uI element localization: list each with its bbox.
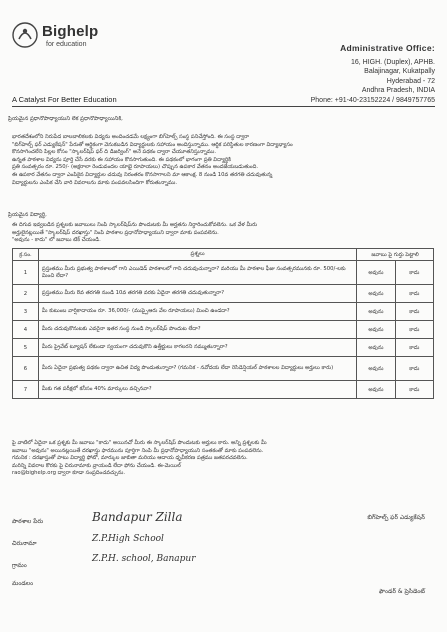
bighelp-logo-icon [12,22,38,48]
row-question: మీరు చదువుకొనుటకు ఎవరైనా ఇతర సంస్థ నుండి స్కాలర్‌షిప్ పొందుట లేదా? [38,321,356,339]
intro-line: ఉన్నత పాఠశాల విద్యను పూర్తి చేసే వరకు ఈ సహాయం కొనసాగుతుంది. ఈ పథకంలో భాగంగా ప్రతి విద్యార్థికి [12,156,231,163]
closing-line: rao@bighelp.org ద్వారా కూడా సంప్రదించవచ్చును. [12,470,126,477]
instructions-paragraph [12,222,437,245]
answer-yes[interactable]: అవును [357,303,395,321]
answer-no[interactable]: కాదు [395,261,433,285]
mandal-field [12,580,33,588]
instruction-line: అర్హులైనట్లయితే "స్కాలర్‌షిప్ దరఖాస్తు" నింపి పాఠశాల ప్రధానోపాధ్యాయుని ద్వారా మాకు పంపవలెను. [12,229,219,236]
intro-line: కొనసాగించలేని పిల్లల కోసం "స్కాలర్‌షిప్ ఫర్ ది డిజర్వింగ్" అనే పథకం ద్వారా చేయూతనిస్తున్నాము. [12,149,217,156]
answer-yes[interactable]: అవును [357,261,395,285]
answer-no[interactable]: కాదు [395,303,433,321]
answer-no[interactable]: కాదు [395,339,433,357]
office-line: 16, HIGH. (Duplex), APHB. [350,58,435,66]
answer-no[interactable]: కాదు [395,285,433,303]
field-label: మండలం [12,580,34,587]
office-line: Hyderabad - 72 [386,77,435,85]
header-divider [12,106,435,107]
answer-no[interactable]: కాదు [395,321,433,339]
row-number: 6 [13,357,39,381]
office-address [255,44,435,105]
answer-yes[interactable]: అవును [357,285,395,303]
field-label: పాఠశాల పేరు [12,518,44,525]
table-row [13,261,434,285]
signature-org: బిగ్‌హెల్ప్ ఫర్ ఎడ్యుకేషన్ [367,514,425,521]
closing-paragraph [12,440,437,478]
handwritten-address[interactable]: Z.P.High School [92,534,164,544]
field-label: చిరునామా [12,540,37,547]
brand-tag: for education [46,41,87,48]
brand-name: Bighelp [42,23,99,40]
intro-line: విద్యార్థులను ఎంపిక చేసి వారి వివరాలను మాకు పంపవలసిందిగా కోరుతున్నాము. [12,179,178,186]
col-header-answer: జవాబు పై గుర్తు పెట్టాలి [357,249,434,261]
col-header-serial: క్ర.సం. [13,249,39,261]
row-number: 5 [13,339,39,357]
closing-line: పై వాటిలో ఏదైనా ఒక ప్రశ్నకు మీ జవాబు "కాదు" అయినచో మీరు ఈ స్కాలర్‌షిప్ పొందుటకు అర్హులు కారు. అన్ని ప్రశ్నలకు మీ [12,440,267,446]
office-line: Andhra Pradesh, INDIA [361,87,435,94]
handwritten-village[interactable]: Z.P.H. school, Banapur [92,554,196,564]
field-label: గ్రామం [12,562,27,569]
salutation: ప్రియమైన ప్రధానోపాధ్యాయుని లేక ప్రధానోపాధ్యాయినికి, [8,116,123,122]
intro-paragraph [12,134,437,187]
row-number: 3 [13,303,39,321]
village-field [12,562,27,570]
answer-no[interactable]: కాదు [395,381,433,399]
row-number: 7 [13,381,39,399]
row-question: మీ కుటుంబ వార్షికాదాయం రూ. 36,000/- (ముప్పైఆరు వేల రూపాయలు) మించి ఉండదా? [38,303,356,321]
row-question: మీకు గత పరీక్షలో కనీసం 40% మార్కులు వచ్చినవా? [38,381,356,399]
office-title: Administrative Office: [340,43,435,53]
answer-yes[interactable]: అవును [357,381,395,399]
answer-yes[interactable]: అవును [357,339,395,357]
office-line: Balajinagar, Kukatpally [364,68,435,75]
instruction-line: "అవును - కాదు" లో జవాబు టిక్ చేయండి. [12,237,101,244]
office-phone: Phone: +91-40-23152224 / 9849757765 [310,96,435,104]
instruction-line: ఈ దిగువ ఇవ్వబడిన ప్రశ్నలకు జవాబులు నింపి స్కాలర్‌షిప్‌ను పొందుటకు మీ అర్హతను నిర్ధారించుకోవలెను. ఒక వేళ మీరు [12,222,258,228]
table-header-row [13,249,434,261]
intro-line: ఈ ఉపకార వేతనం ద్వారా ఎంపికైన విద్యార్థుల చదువు నిరంతరం కొనసాగాలని మా ఆకాంక్ష. 8 నుండి 10వ తరగతి చదువుతున్న [12,171,273,178]
closing-line: మరిన్ని వివరాల కొరకు పై చిరునామాకు వ్రాయండి లేదా ఫోను చేయండి. ఈ-మెయిల్ [12,462,181,469]
table-row [13,381,434,399]
row-question: మీరు ప్రైవేట్ ట్యూషన్ లేకుండా స్వయంగా చదువుకొని ఉత్తీర్ణులు కాగలరని నమ్ముతున్నారా? [38,339,356,357]
intro-line: "బిగ్‌హెల్ప్ ఫర్ ఎడ్యుకేషన్" పేరుతో ఆర్థికంగా వెనుకబడిన విద్యార్థులకు సహాయం అందిస్తున్నాము. ఆర్థిక పరిస్థితుల కారణంగా విద్యాభ్యాసం [12,141,293,148]
row-question: ప్రస్తుతము మీరు 8వ తరగతి నుండి 10వ తరగతి వరకు ఏదైనా తరగతి చదువుతున్నారా? [38,285,356,303]
dear-student: ప్రియమైన విద్యార్థి, [8,212,47,218]
closing-line: జవాబు "అవును" అయినట్లయితే దరఖాస్తు ఫారమును పూర్తిగా నింపి మీ ప్రధానోపాధ్యాయుని సంతకంతో మాకు పంపవలెను. [12,447,264,454]
handwritten-school-name[interactable]: Bandapur Zilla [92,510,183,524]
row-number: 4 [13,321,39,339]
table-row [13,285,434,303]
intro-line: భారతదేశంలోని నిరుపేద బాలబాలికలకు విద్యను అందించడమే లక్ష్యంగా బిగ్‌హెల్ప్ సంస్థ పనిచేస్తోంది. ఈ సంస్థ ద్వారా [12,134,250,140]
row-number: 2 [13,285,39,303]
school-name-field [12,518,43,526]
answer-no[interactable]: కాదు [395,357,433,381]
answer-yes[interactable]: అవును [357,357,395,381]
table-row [13,303,434,321]
signature-role: ఫౌండర్ & ప్రెసిడెంట్ [378,588,425,595]
address-field [12,540,37,548]
row-question: ప్రస్తుతము మీరు ప్రభుత్వ పాఠశాలలో గాని ఎయిడెడ్ పాఠశాలలో గాని చదువుచున్నారా? మరియు మీ పాఠశాల ఫీజు సంవత్సరమునకు రూ. 500/-లకు మించి లేదా? [38,261,356,285]
intro-line: ప్రతి సంవత్సరం రూ. 250/- (అక్షరాలా రెండువందల యాభై రూపాయలు) చొప్పున ఉపకార వేతనం అందజేయబడుతుంది. [12,164,259,171]
table-row [13,321,434,339]
row-question: మీరు ఏదైనా ప్రభుత్వ పథకం ద్వారా ఉచిత విద్య పొందుతున్నారా? (గమనిక - నవోదయ లేదా రెసిడెన్షియల్ పాఠశాలల విద్యార్థులు అర్హులు కారు) [38,357,356,381]
brand-logo [12,22,172,72]
closing-line: గమనిక : దరఖాస్తుతో పాటు విద్యార్థి ఫోటో, మార్కుల జాబితా మరియు ఆదాయ ధృవీకరణ పత్రము జతపరచవలెను. [12,455,248,462]
table-row [13,339,434,357]
answer-yes[interactable]: అవును [357,321,395,339]
table-row [13,357,434,381]
row-number: 1 [13,261,39,285]
eligibility-table [12,248,434,399]
col-header-questions: ప్రశ్నలు [38,249,356,261]
brand-tagline: A Catalyst For Better Education [12,95,117,104]
